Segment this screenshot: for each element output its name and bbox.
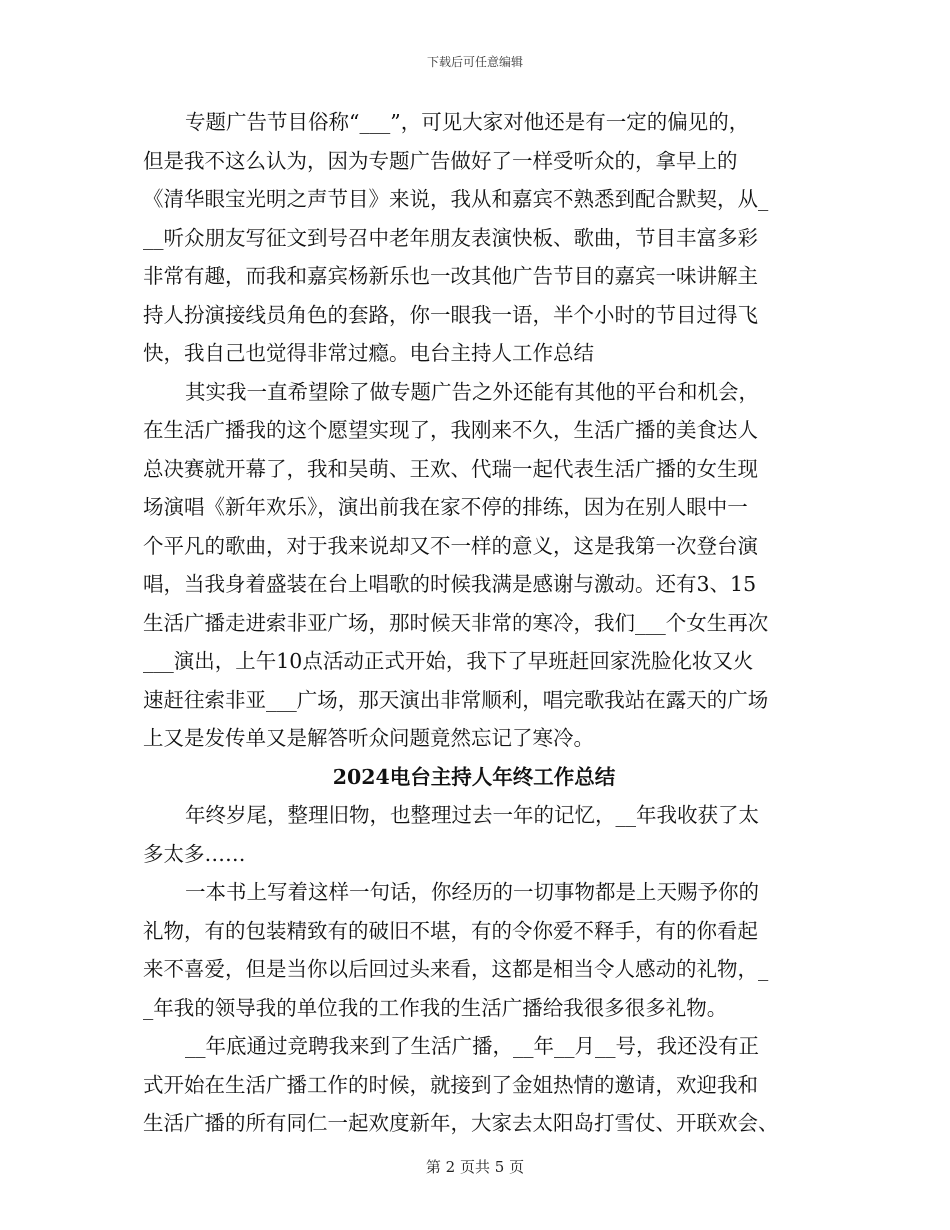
paragraph-line: __听众朋友写征文到号召中老年朋友表演快板、歌曲，节目丰富多彩 (143, 225, 758, 250)
paragraph-line: _年我的领导我的单位我的工作我的生活广播给我很多很多礼物。 (143, 995, 728, 1020)
paragraph-line: 但是我不这么认为，因为专题广告做好了一样受听众的，拿早上的 (143, 148, 738, 173)
paragraph-line: 《清华眼宝光明之声节目》来说，我从和嘉宾不熟悉到配合默契，从_ (143, 187, 769, 211)
paragraph-line: 唱，当我身着盛装在台上唱歌的时候我满是感谢与激动。还有3、15 (143, 572, 757, 596)
paragraph-line: 在生活广播我的这个愿望实现了，我刚来不久，生活广播的美食达人 (143, 418, 758, 442)
paragraph-line: 上又是发传单又是解答听众问题竟然忘记了寒冷。 (143, 726, 594, 750)
page-header: 下载后可任意编辑 (426, 55, 523, 69)
paragraph-line: 非常有趣，而我和嘉宾杨新乐也一改其他广告节目的嘉宾一味讲解主 (143, 264, 758, 288)
paragraph-line: 总决赛就开幕了，我和吴萌、王欢、代瑞一起代表生活广播的女生现 (143, 456, 758, 481)
paragraph-first-line: 专题广告节目俗称“___”，可见大家对他还是有一定的偏见的， (185, 110, 750, 134)
paragraph-line: 多太多…… (143, 841, 246, 866)
paragraph-line: 持人扮演接线员角色的套路，你一眼我一语，半个小时的节目过得飞 (143, 302, 758, 327)
paragraph-first-line: 年终岁尾，整理旧物，也整理过去一年的记忆，__年我收获了太 (185, 803, 759, 827)
paragraph-line: ___演出，上午10点活动正式开始，我下了早班赶回家洗脸化妆又火 (143, 649, 754, 673)
paragraph-first-line: 一本书上写着这样一句话，你经历的一切事物都是上天赐予你的 (185, 880, 759, 904)
paragraph-line: 生活广播的所有同仁一起欢度新年，大家去太阳岛打雪仗、开联欢会、 (143, 1111, 779, 1135)
paragraph-line: 生活广播走进索非亚广场，那时候天非常的寒冷，我们___个女生再次 (143, 610, 769, 635)
paragraph-first-line: __年底通过竞聘我来到了生活广播，__年__月__号，我还没有正 (185, 1034, 759, 1058)
paragraph-line: 场演唱《新年欢乐》，演出前我在家不停的排练，因为在别人眼中一 (143, 495, 748, 519)
page-number: 第 2 页共 5 页 (425, 1158, 525, 1176)
paragraph-line: 式开始在生活广播工作的时候，就接到了金姐热情的邀请，欢迎我和 (143, 1072, 758, 1097)
paragraph-line: 个平凡的歌曲，对于我来说却又不一样的意义，这是我第一次登台演 (143, 533, 758, 558)
paragraph-line: 快，我自己也觉得非常过瘾。电台主持人工作总结 (143, 341, 594, 365)
section-title: 2024电台主持人年终工作总结 (332, 764, 616, 789)
paragraph-line: 来不喜爱，但是当你以后回过头来看，这都是相当令人感动的礼物，_ (143, 957, 769, 981)
paragraph-line: 速赶往索非亚___广场，那天演出非常顺利，唱完歌我站在露天的广场 (143, 687, 769, 712)
paragraph-first-line: 其实我一直希望除了做专题广告之外还能有其他的平台和机会， (185, 379, 759, 404)
paragraph-line: 礼物，有的包装精致有的破旧不堪，有的令你爱不释手，有的你看起 (143, 918, 758, 943)
document-body (143, 103, 805, 1143)
